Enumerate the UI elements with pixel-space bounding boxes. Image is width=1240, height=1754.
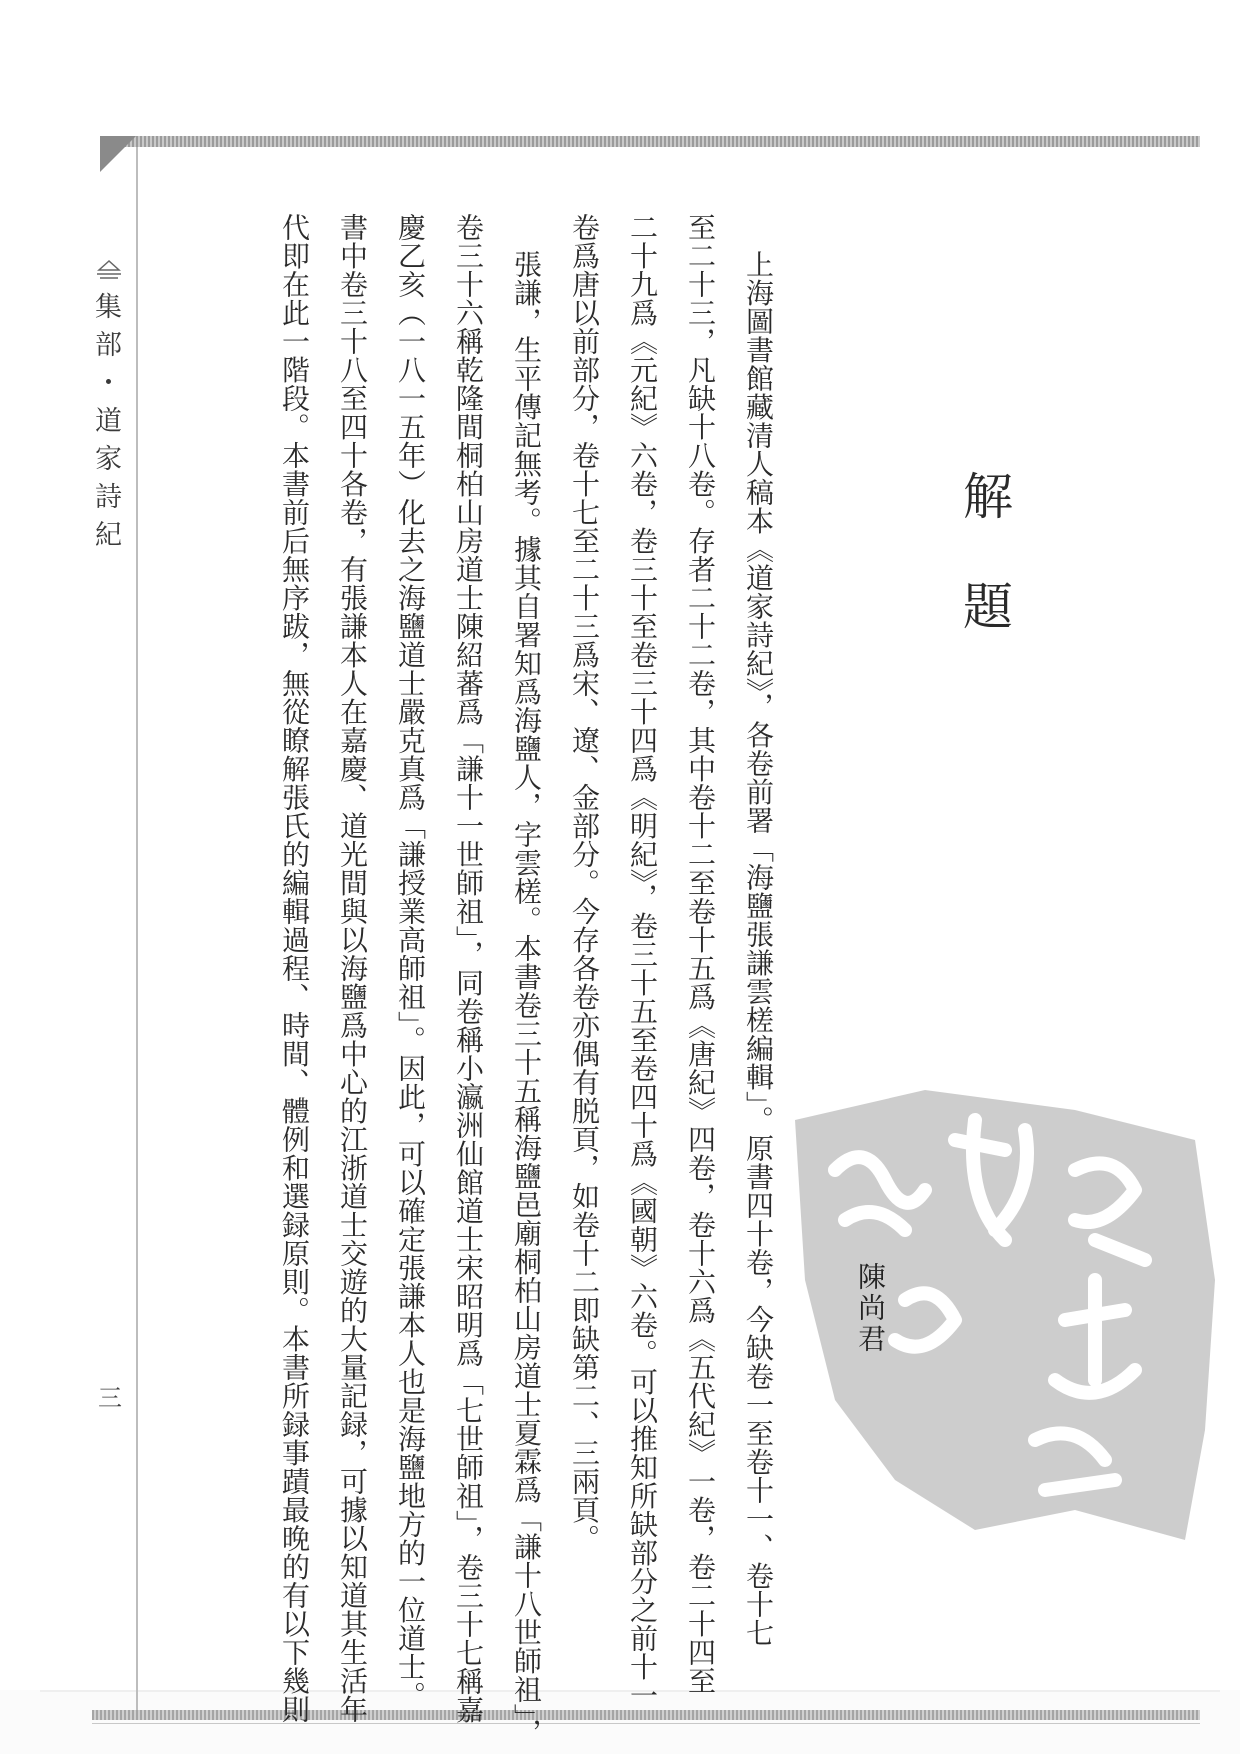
body-column-9: 代即在此一階段。本書前后無序跋，無從瞭解張氏的編輯過程、時間、體例和選録原則。本書所録事蹟最晚的有以下幾則 <box>278 213 311 1724</box>
bottom-border-thin-rule <box>92 1723 1200 1724</box>
top-border-rule <box>100 136 1200 147</box>
lotus-ornament-icon <box>94 258 124 282</box>
author-name: 陳尚君 <box>854 1262 887 1355</box>
body-column-6: 卷三十六稱乾隆間桐柏山房道士陳紹蕃爲「謙十一世師祖」，同卷稱小瀛洲仙館道士宋昭明爲「七世師祖」，卷三十七稱嘉 <box>452 213 485 1724</box>
top-border-corner <box>100 136 136 172</box>
body-column-2: 至二十三，凡缺十八卷。存者二十二卷，其中卷十二至卷十五爲《唐紀》四卷，卷十六爲《五代紀》一卷，卷二十四至 <box>684 213 717 1695</box>
body-column-8: 書中卷三十八至四十各卷，有張謙本人在嘉慶、道光間與以海鹽爲中心的江浙道士交遊的大量記録，可據以知道其生活年 <box>336 213 369 1724</box>
left-border-rule <box>136 147 138 1710</box>
body-column-1: 上海圖書館藏清人稿本《道家詩紀》，各卷前署「海鹽張謙雲槎編輯」。原書四十卷，今缺卷一至卷十一、卷十七 <box>742 250 775 1647</box>
body-column-7: 慶乙亥（一八一五年）化去之海鹽道士嚴克真爲「謙授業高師祖」。因此，可以確定張謙本人也是海鹽地方的一位道士。 <box>394 213 427 1710</box>
section-title: 解題 <box>955 470 1013 690</box>
page-number: 三 <box>98 1384 122 1412</box>
page-shadow <box>0 1690 1240 1754</box>
body-column-5: 張謙，生平傳記無考。據其自署知爲海鹽人，字雲槎。本書卷三十五稱海鹽邑廟桐柏山房道士夏霖爲「謙十八世師祖」， <box>510 250 543 1747</box>
body-column-3: 二十九爲《元紀》六卷，卷三十至卷三十四爲《明紀》，卷三十五至卷四十爲《國朝》六卷。可以推知所缺部分之前十一 <box>626 213 659 1710</box>
bottom-border-rule <box>92 1710 1200 1720</box>
body-column-4: 卷爲唐以前部分，卷十七至二十三爲宋、遼、金部分。今存各卷亦偶有脱頁，如卷十二即缺第二、三兩頁。 <box>568 213 601 1553</box>
library-seal-stamp <box>775 1080 1225 1550</box>
running-head: 集部・道家詩紀 <box>90 292 121 558</box>
